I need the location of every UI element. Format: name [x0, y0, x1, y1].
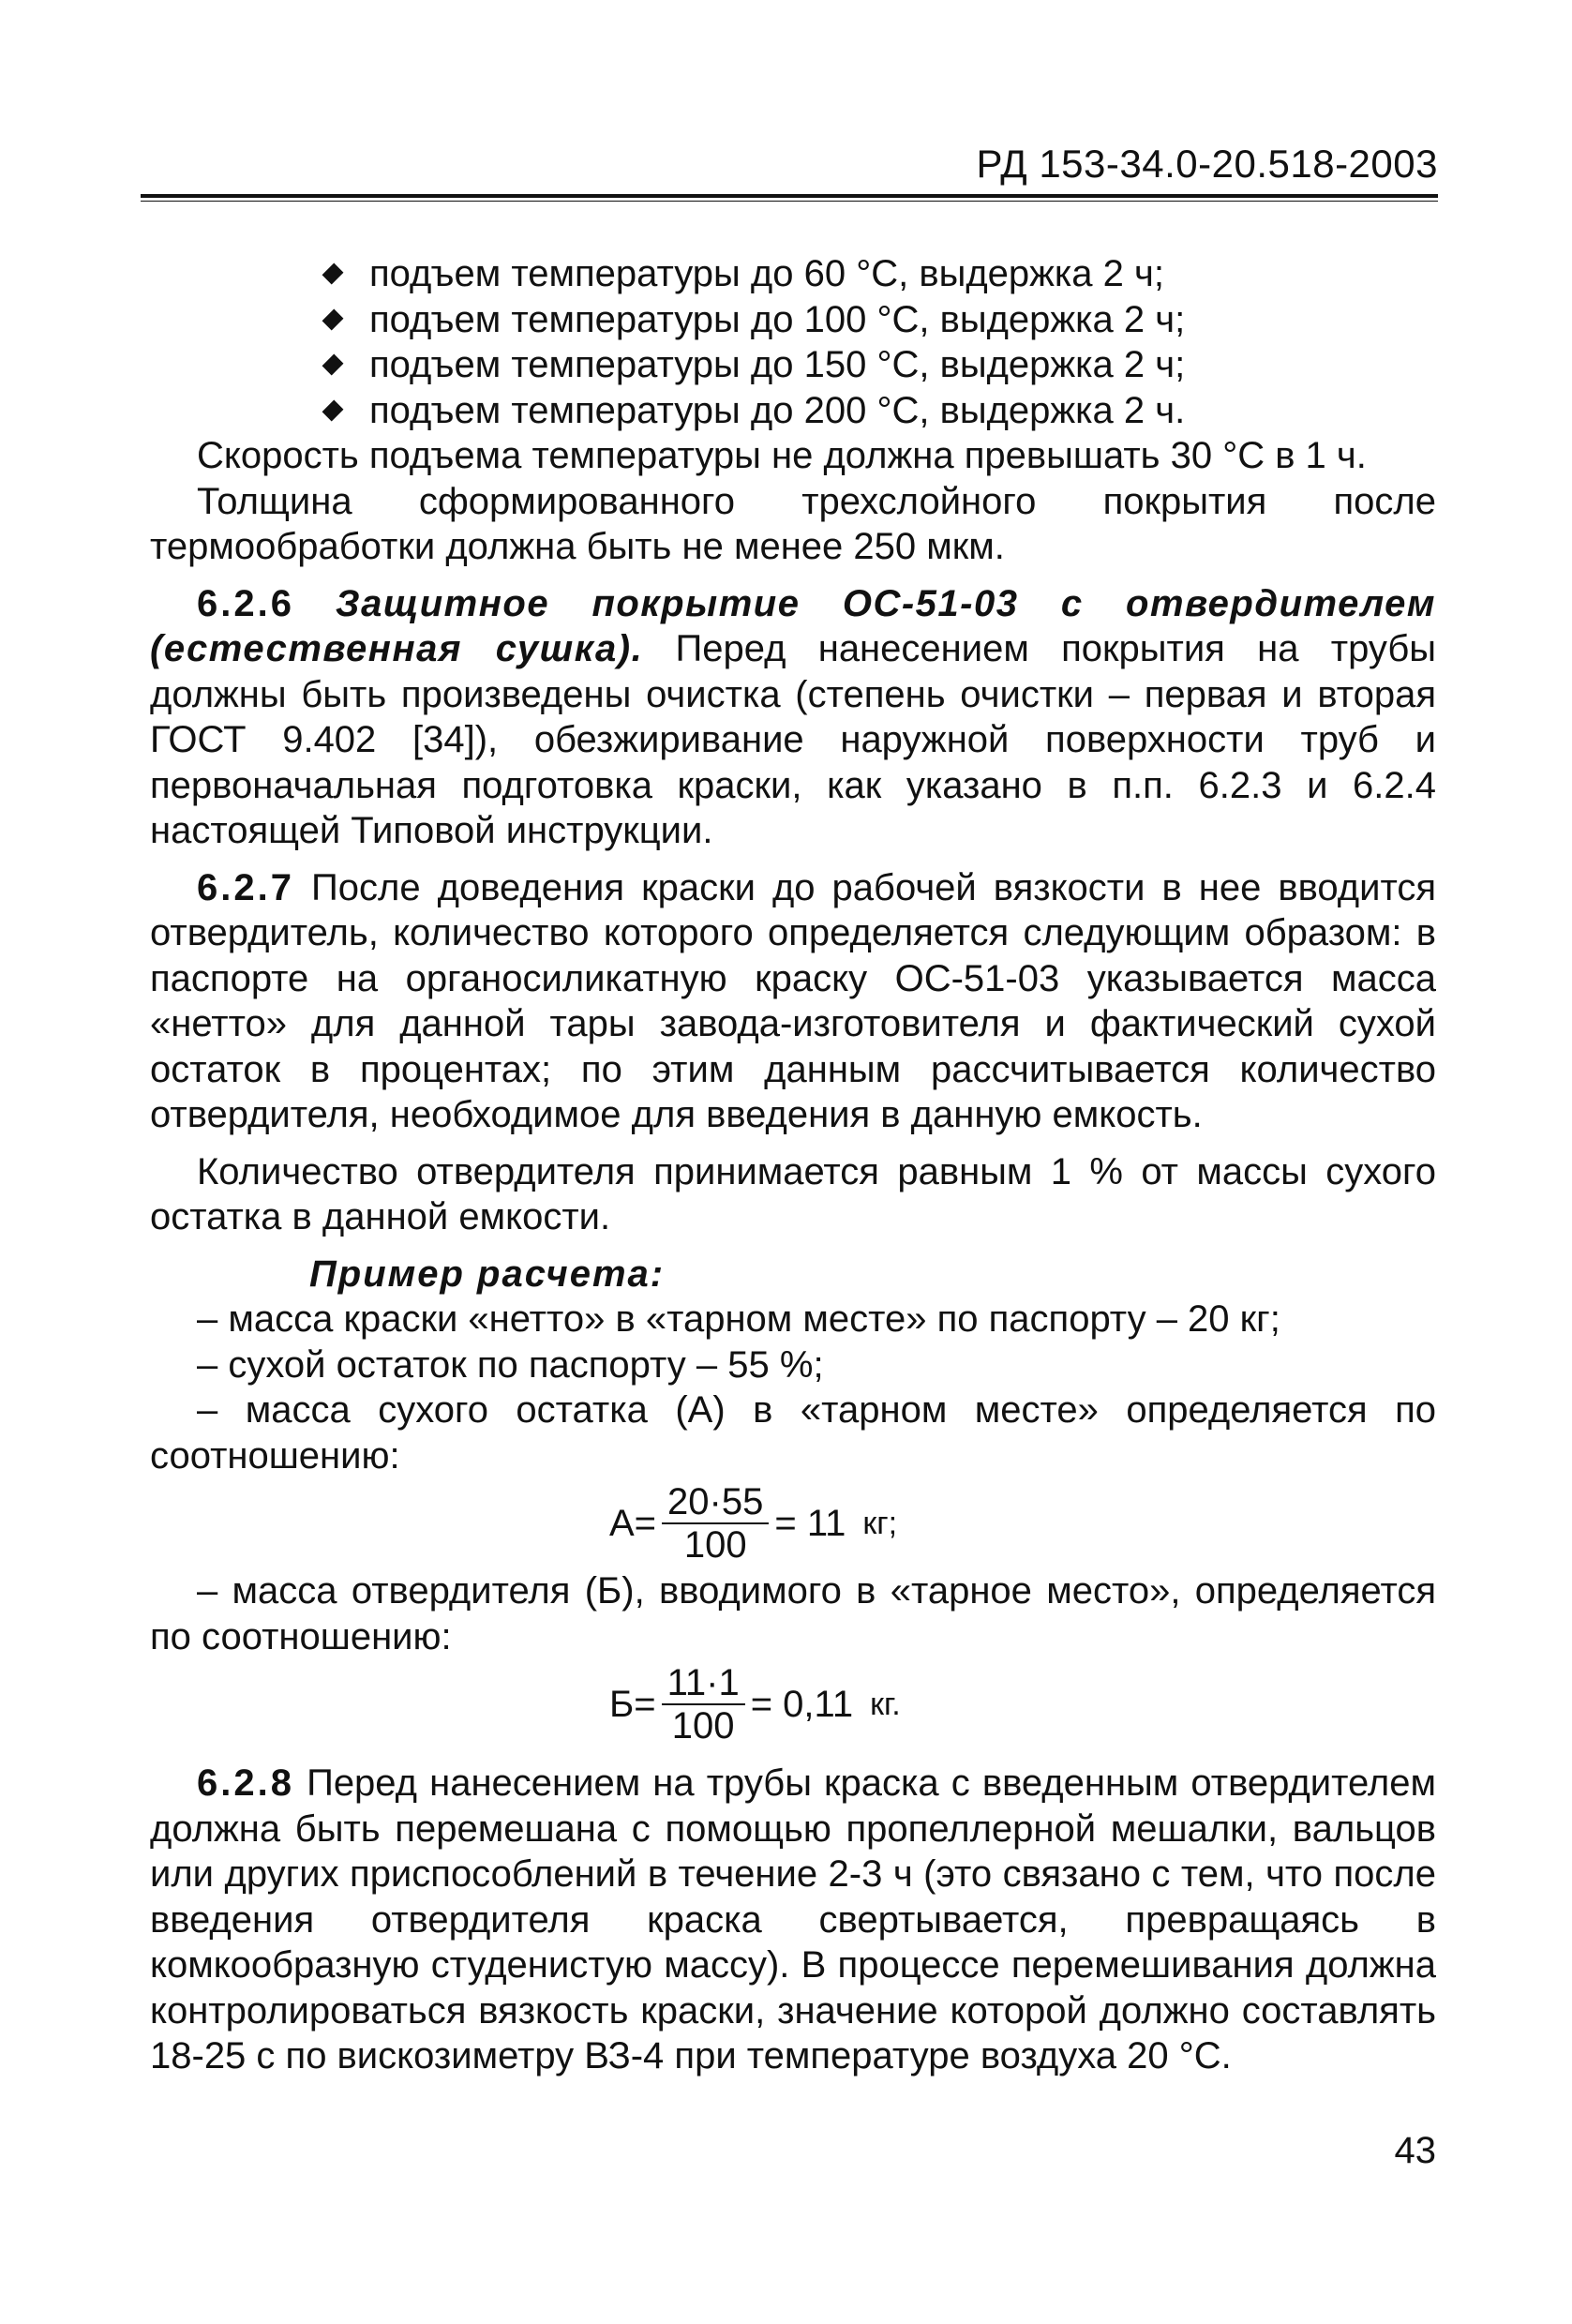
page-body [150, 251, 1436, 2079]
fraction [662, 1481, 769, 1566]
temperature-steps-list [319, 251, 1436, 433]
formula-a [609, 1478, 1436, 1568]
section-6-2-8 [150, 1761, 1436, 2079]
formula-lhs: Б= [609, 1683, 656, 1725]
example-line: – масса сухого остатка (А) в «тарном месте» определяется по соотношению: [150, 1389, 1436, 1477]
formula-result: = 11 [774, 1502, 846, 1544]
list-item-text: подъем температуры до 200 °С, выдержка 2 ч. [369, 389, 1186, 431]
fraction-denominator: 100 [671, 1705, 735, 1747]
page-number: 43 [1394, 2130, 1436, 2171]
fraction-denominator: 100 [683, 1524, 747, 1566]
list-item-text: подъем температуры до 60 °С, выдержка 2 ч; [369, 253, 1164, 294]
section-text: Перед нанесением на трубы краска с введенным отвердителем должна быть перемешана с помощью пропеллерной мешалки, вальцов или других приспособлений в течение 2-3 ч (это связано с тем, что после введения отвердителя краска свертывается, превращаясь в комкообразную студенистую массу). В процессе перемешивания должна контролироваться вязкость краски, значение которой должно составлять 18-25 с по вискозиметру ВЗ-4 при температуре воздуха 20 °С. [150, 1762, 1436, 2077]
example-heading: Пример расчета: [309, 1252, 666, 1295]
list-item-text: подъем температуры до 100 °С, выдержка 2 ч; [369, 298, 1186, 340]
formula-b [609, 1659, 1436, 1749]
header-rule-thin [141, 201, 1438, 202]
example-line: – масса отвердителя (Б), вводимого в «тарное место», определяется по соотношению: [150, 1570, 1436, 1657]
example-line: – сухой остаток по паспорту – 55 %; [197, 1343, 824, 1386]
diamond-bullet-icon [322, 399, 344, 421]
formula-lhs: А= [609, 1502, 657, 1544]
diamond-bullet-icon [322, 263, 344, 285]
section-number: 6.2.8 [197, 1762, 294, 1804]
list-item [319, 251, 1436, 297]
paragraph-hardener-amount: Количество отвердителя принимается равным 1 % от массы сухого остатка в данной емкости. [150, 1150, 1436, 1237]
section-text: Перед нанесением покрытия на трубы должны быть произведены очистка (степень очистки – первая и вторая ГОСТ 9.402 [34]), обезжиривание наружной поверхности труб и первоначальная подготовка краски, как указано в п.п. 6.2.3 и 6.2.4 настоящей Типовой инструкции. [150, 628, 1436, 851]
section-6-2-6 [150, 581, 1436, 854]
section-number: 6.2.7 [197, 866, 294, 908]
section-6-2-7 [150, 865, 1436, 1138]
fraction-numerator: 20·55 [662, 1481, 769, 1524]
list-item-text: подъем температуры до 150 °С, выдержка 2 ч; [369, 344, 1186, 385]
formula-unit: кг; [862, 1505, 898, 1541]
header-rule [141, 194, 1438, 198]
list-item [319, 388, 1436, 434]
paragraph-speed: Скорость подъема температуры не должна превышать 30 °С в 1 ч. [197, 435, 1367, 476]
formula-result: = 0,11 [750, 1683, 854, 1725]
diamond-bullet-icon [322, 308, 344, 330]
diamond-bullet-icon [322, 354, 344, 376]
section-number: 6.2.6 [197, 582, 294, 624]
paragraph-thickness: Толщина сформированного трехслойного покрытия после термообработки должна быть не менее 250 мкм. [150, 480, 1436, 567]
document-code: РД 153-34.0-20.518-2003 [976, 142, 1438, 186]
list-item [319, 297, 1436, 343]
fraction [662, 1662, 745, 1747]
list-item [319, 342, 1436, 388]
section-text: После доведения краски до рабочей вязкости в нее вводится отвердитель, количество которого определяется следующим образом: в паспорте на органосиликатную краску ОС-51-03 указывается масса «нетто» для данной тары завода-изготовителя и фактический сухой остаток в процентах; по этим данным рассчитывается количество отвердителя, необходимое для введения в данную емкость. [150, 866, 1436, 1135]
section-title: Защитное покрытие ОС-51-03 с отвердителем (естественная сушка). [150, 582, 1436, 669]
example-line: – масса краски «нетто» в «тарном месте» по паспорту – 20 кг; [197, 1298, 1280, 1340]
fraction-numerator: 11·1 [662, 1662, 745, 1705]
formula-unit: кг. [870, 1686, 901, 1722]
